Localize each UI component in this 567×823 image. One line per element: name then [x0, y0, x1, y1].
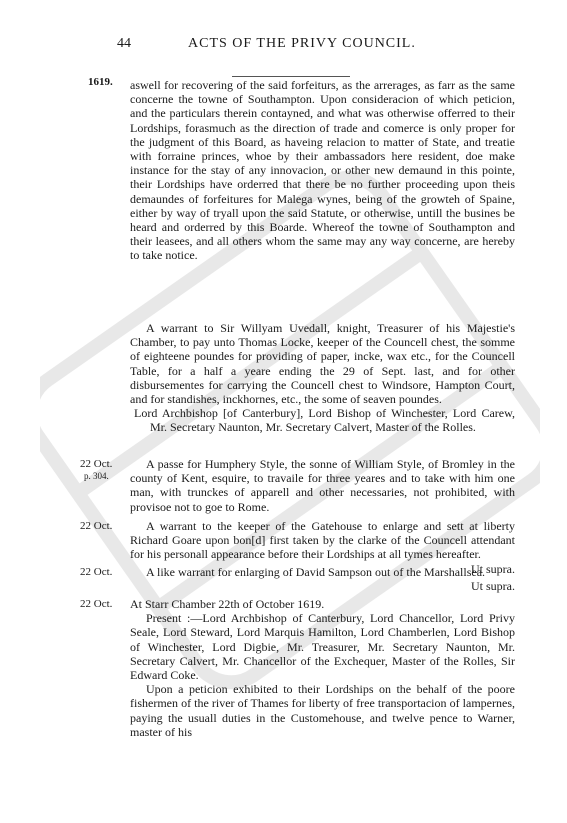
- signatories: Lord Archbishop [of Canterbury], Lord Bishop of Winchester, Lord Carew, Mr. Secretary Naunton, Mr. Secretary Calvert, Master of the Rolles.: [134, 406, 515, 435]
- paragraph-6: [130, 597, 515, 739]
- paragraph-text: Upon a peticion exhibited to their Lordships on the behalf of the poore fishermen of the river of Thames for liberty of free transportacion of lampernes, paying the usuall duties in the Customehouse, and twelve pence to Warner, master of his: [130, 682, 515, 739]
- margin-date: [80, 458, 124, 482]
- page-number: 44: [117, 36, 131, 51]
- paragraph-text: A passe for Humphery Style, the sonne of William Style, of Bromley in the county of Kent, esquire, to travaile for three yeares and to take with him one man, with trunckes of apparell and other necessaries, not prohibited, with provisoe not to goe to Rome.: [130, 457, 515, 514]
- session-heading: At Starr Chamber 22th of October 1619.: [130, 597, 325, 611]
- margin-date-text: 22 Oct.: [80, 598, 113, 610]
- margin-date: [80, 566, 124, 578]
- margin-date-text: 22 Oct.: [80, 520, 113, 532]
- paragraph-body: A like warrant for enlarging of David Sampson out of the Marshallsea.: [146, 565, 486, 579]
- paragraph-text: A warrant to Sir Willyam Uvedall, knight, Treasurer of his Majestie's Chamber, to pay unto Thomas Locke, keeper of the Councell chest, the somme of eighteene poundes for providing of paper, incke, wax etc., for the Councell Table, for a half a yeare ending the 29 of Sept. last, and for other disbursementes for carrying the Councell chest to Windsore, Hampton Court, and for standishes, inckhornes, etc., the some of seaven poundes.: [130, 321, 515, 407]
- margin-date: [80, 520, 124, 532]
- margin-year: 1619.: [88, 76, 113, 88]
- paragraph-2: [130, 321, 515, 435]
- paragraph-text: aswell for recovering of the said forfeiturs, as the arrerages, as farr as the same concerne the towne of Southampton. Upon consideracion of which peticion, and the particulars therein contayned, and what was otherwise offerred to their Lordships, forasmuch as the direction of trade and comerce is only proper for the judgment of this Board, as haveing relacion to matter of State, and treatie with forraine princes, whoe by their ambassadors here resident, doe make instance for the stay of any innovacion, or other new demaund in this pointe, their Lordships have orderred that there be no further proceeding upon theis demaundes of forfeitures for Malega wynes, being of the growteh of Spaine, either by way of tryall upon the said Statute, or otherwise, untill the busines be heard and orderred by this Boarde. Whereof the towne of Southampton and their leasees, and all others whom the same may any way concerne, are hereby to take notice.: [130, 78, 515, 263]
- margin-date-text: 22 Oct.: [80, 458, 113, 470]
- margin-date: [80, 598, 124, 610]
- paragraph-5: [130, 565, 515, 593]
- margin-date-text: 22 Oct.: [80, 566, 113, 578]
- paragraph-3: [130, 457, 515, 514]
- present-list: Present :—Lord Archbishop of Canterbury, Lord Chancellor, Lord Privy Seale, Lord Steward, Lord Marquis Hamilton, Lord Chamberlen, Lord Bishop of Winchester, Lord Digbie, Mr. Treasurer, Mr. Secretary Naunton, Mr. Secretary Calvert, Mr. Chancellor of the Exchequer, Master of the Rolles, Sir Edward Coke.: [130, 611, 515, 683]
- paragraph-body: A warrant to the keeper of the Gatehouse to enlarge and sett at liberty Richard Goare upon bon[d] first taken by the clarke of the Councell attendant for his personall appearance before their Lordships at all tymes hereafter.: [130, 519, 515, 562]
- margin-page-ref: p. 304.: [84, 471, 109, 481]
- running-title: ACTS OF THE PRIVY COUNCIL.: [188, 36, 416, 51]
- paragraph-text: [130, 565, 515, 594]
- ut-supra-tag: Ut supra.: [471, 579, 515, 594]
- ut-supra-tag: Ut supra.: [471, 561, 515, 576]
- paragraph-1: [130, 78, 515, 263]
- header-rule: [232, 76, 350, 77]
